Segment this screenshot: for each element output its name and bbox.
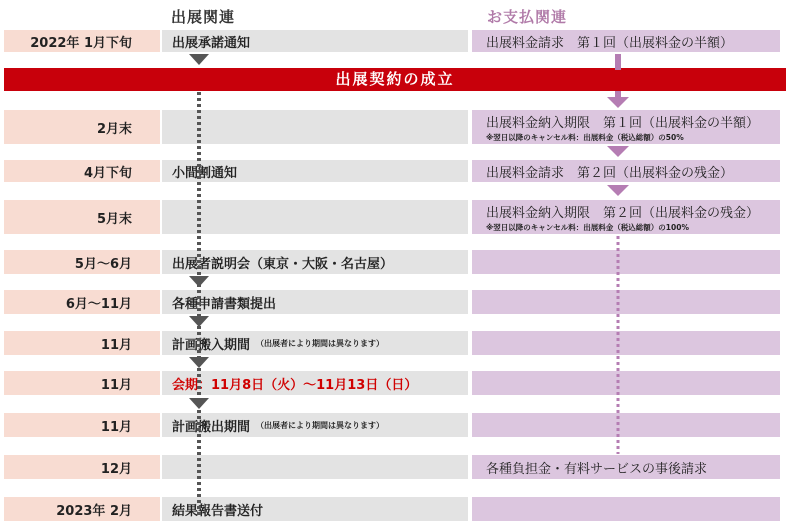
date-cell: 11月 — [4, 331, 160, 355]
down-arrow-icon — [189, 357, 209, 368]
payment-text: 出展料金請求 第１回（出展料金の半額） — [486, 35, 734, 51]
payment-text: 出展料金納入期限 第２回（出展料金の残金） — [486, 205, 760, 221]
exhibit-header: 出展関連 — [171, 8, 236, 26]
event-cell: 出展承諾通知 — [162, 30, 468, 52]
date-cell: 4月下旬 — [4, 160, 160, 182]
contract-banner: 出展契約の成立 — [4, 68, 786, 91]
event-cell: 各種申請書類提出 — [162, 290, 468, 314]
purple-down-arrow-icon — [607, 146, 629, 157]
event-cell: 結果報告書送付 — [162, 497, 468, 521]
date-cell: 11月 — [4, 371, 160, 395]
payment-text: 出展料金納入期限 第１回（出展料金の半額） — [486, 115, 760, 131]
purple-down-arrow-icon — [607, 185, 629, 196]
event-cell: 小間割通知 — [162, 160, 468, 182]
date-cell: 11月 — [4, 413, 160, 437]
date-cell: 12月 — [4, 455, 160, 479]
down-arrow-icon — [189, 54, 209, 65]
date-cell: 2022年 1月下旬 — [4, 30, 160, 52]
event-note: （出展者により期間は異なります） — [256, 420, 385, 430]
date-cell: 5月〜6月 — [4, 250, 160, 274]
date-cell: 5月末 — [4, 200, 160, 234]
payment-text: 各種負担金・有料サービスの事後請求 — [486, 461, 708, 477]
purple-stem — [615, 54, 621, 70]
date-cell: 2023年 2月 — [4, 497, 160, 521]
date-cell: 6月〜11月 — [4, 290, 160, 314]
down-arrow-icon — [189, 276, 209, 287]
payment-note: ※翌日以降のキャンセル料：出展料金（税込総額）の100% — [486, 222, 689, 232]
event-note: （出展者により期間は異なります） — [256, 338, 385, 348]
down-arrow-icon — [189, 398, 209, 409]
down-arrow-icon — [189, 316, 209, 327]
payment-note: ※翌日以降のキャンセル料：出展料金（税込総額）の50% — [486, 132, 684, 142]
purple-down-arrow-icon — [607, 97, 629, 108]
event-cell-session: 会期：11月8日（火）〜11月13日（日） — [162, 371, 468, 395]
event-text: 計画搬出期間 — [172, 419, 251, 435]
date-cell: 2月末 — [4, 110, 160, 144]
purple-stem — [615, 91, 621, 98]
payment-text: 出展料金請求 第２回（出展料金の残金） — [486, 165, 734, 181]
event-text: 計画搬入期間 — [172, 337, 251, 353]
payment-header: お支払関連 — [487, 8, 568, 26]
event-cell: 出展者説明会（東京・大阪・名古屋） — [162, 250, 468, 274]
